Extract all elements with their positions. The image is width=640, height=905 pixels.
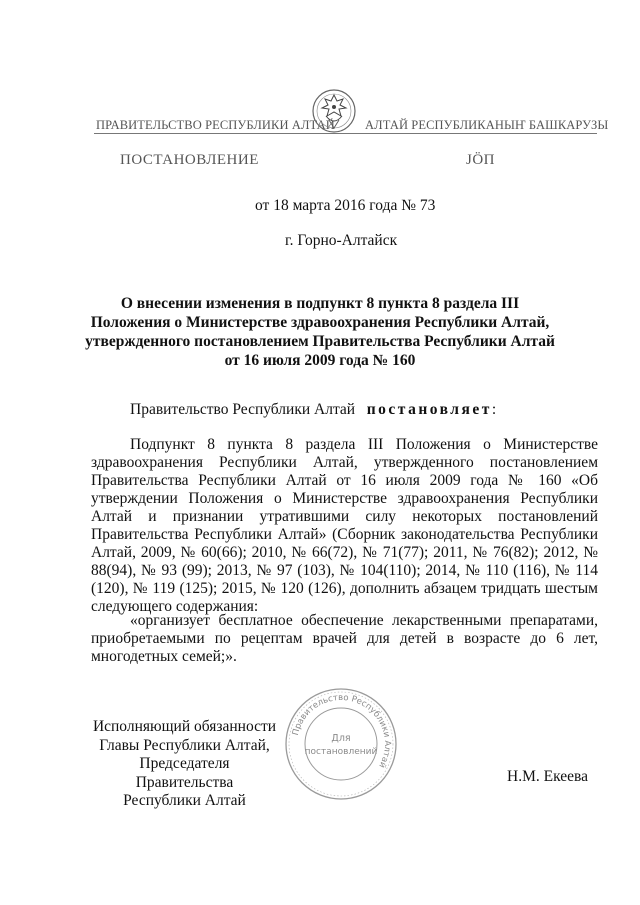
preamble-colon: :: [491, 401, 497, 418]
preamble: [130, 401, 496, 419]
paragraph-amendment: Подпункт 8 пункта 8 раздела III Положения о Министерстве здравоохранения Республики Алтай, утвержденного постановлением Правительства Республики Алтай от 16 июля 2009 года № 160 «Об утверждении Положения о Министерстве здравоохранения Республики Алтай и признании утратившими силу некоторых постановлений Правительства Республики Алтай» (Сборник законодательства Республики Алтай, 2009, № 60(66); 2010, № 66(72), № 71(77); 2011, № 76(82); 2012, № 88(94), № 93 (99); 2013, № 97 (103), № 104(110); 2014, № 110 (116), № 114 (120), № 119 (125); 2015, № 120 (126), дополнить абзацем тридцать шестым следующего содержания:: [91, 436, 598, 615]
date-and-number: от 18 марта 2016 года № 73: [255, 197, 436, 214]
city: г. Горно-Алтайск: [285, 232, 398, 249]
stamp-ring-text: Правительство Республики Алтай: [290, 692, 393, 770]
title-line: Положения о Министерстве здравоохранения Республики Алтай,: [90, 314, 550, 331]
official-stamp: [283, 686, 399, 802]
header-org-altai: АЛТАЙ РЕСПУБЛИКАНЫҤ БАШКАРУЗЫ: [365, 118, 609, 132]
stamp-center-line-1: Для: [331, 733, 351, 744]
header-org-russian: ПРАВИТЕЛЬСТВО РЕСПУБЛИКИ АЛТАЙ: [96, 118, 335, 132]
position-line: Республики Алтай: [123, 792, 246, 809]
title-line: утвержденного постановлением Правительства Республики Алтай: [85, 333, 555, 350]
doc-type-altai: ЈÖП: [466, 152, 496, 168]
doc-type-russian: ПОСТАНОВЛЕНИЕ: [120, 152, 259, 168]
position-line: Исполняющий обязанности: [92, 718, 277, 735]
signatory-position: [92, 718, 277, 811]
coat-of-arms-emblem: [299, 82, 369, 142]
document-title: [0, 294, 640, 370]
preamble-verb: постановляет: [366, 401, 492, 418]
quoted-paragraph-block: [91, 612, 598, 666]
signer-name: Н.М. Екеева: [507, 768, 588, 785]
preamble-subject: Правительство Республики Алтай: [130, 401, 356, 418]
paragraph-new-text: «организует бесплатное обеспечение лекарственными препаратами, приобретаемыми по рецептам врачей для детей в возрасте до 6 лет, многодетных семей;».: [91, 612, 598, 665]
position-line: Председателя Правительства: [135, 755, 234, 791]
position-line: Главы Республики Алтай,: [99, 736, 270, 754]
title-line: от 16 июля 2009 года № 160: [224, 352, 416, 369]
main-paragraph: [91, 436, 598, 616]
stamp-center-line-2: постановлений: [304, 747, 378, 757]
title-line: О внесении изменения в подпункт 8 пункта 8 раздела III: [120, 295, 520, 312]
